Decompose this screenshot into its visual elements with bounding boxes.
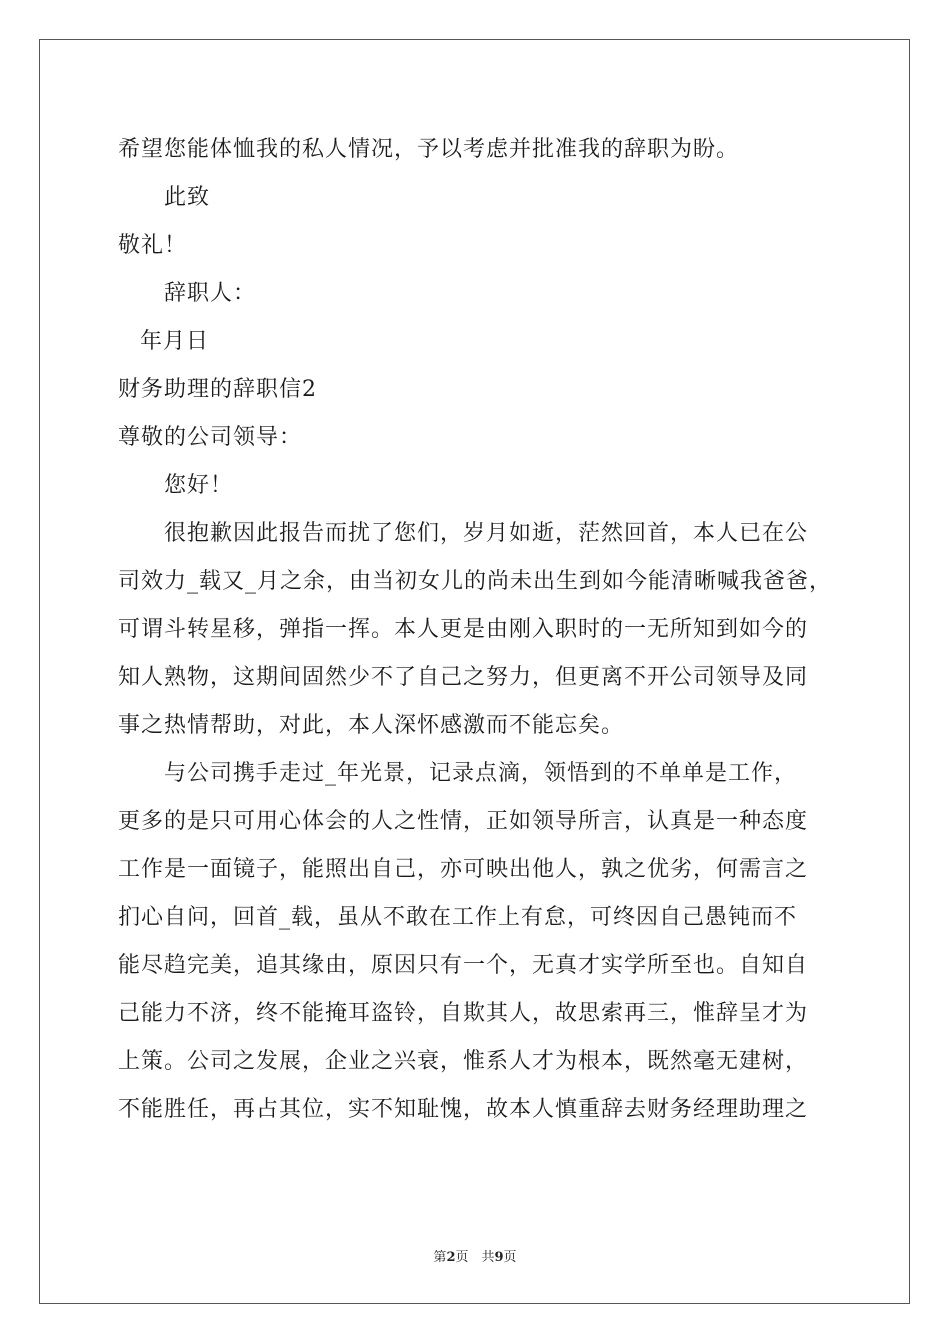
paragraph-line: 很抱歉因此报告而扰了您们，岁月如逝，茫然回首，本人已在公 — [164, 521, 809, 546]
paragraph-line: 可谓斗转星移，弹指一挥。本人更是由刚入职时的一无所知到如今的 — [118, 617, 809, 642]
current-page-number: 2 — [446, 1250, 456, 1265]
paragraph-line: 希望您能体恤我的私人情况，予以考虑并批准我的辞职为盼。 — [118, 137, 740, 162]
date-line: 年月日 — [140, 329, 210, 354]
paragraph-line: 更多的是只可用心体会的人之性情，正如领导所言，认真是一种态度 — [118, 809, 809, 834]
paragraph-line: 能尽趋完美，追其缘由，原因只有一个，无真才实学所至也。自知自 — [118, 953, 809, 978]
paragraph-line: 与公司携手走过_年光景，记录点滴，领悟到的不单单是工作， — [164, 761, 798, 786]
paragraph-line: 事之热情帮助，对此，本人深怀感激而不能忘矣。 — [118, 713, 625, 738]
page-number-footer — [0, 1246, 950, 1265]
section-title: 财务助理的辞职信2 — [118, 377, 317, 402]
document-body — [118, 126, 838, 1134]
greeting-line: 您好！ — [164, 473, 234, 498]
paragraph-line: 知人熟物，这期间固然少不了自己之努力，但更离不开公司领导及同 — [118, 665, 809, 690]
signature-label: 辞职人： — [164, 281, 257, 306]
recipient-line: 尊敬的公司领导： — [118, 425, 303, 450]
closing-line: 敬礼！ — [118, 233, 188, 258]
paragraph-line: 司效力_载又_月之余，由当初女儿的尚未出生到如今能清晰喊我爸爸， — [118, 569, 833, 594]
page-prefix: 第 — [433, 1250, 447, 1265]
paragraph-line: 己能力不济，终不能掩耳盗铃，自欺其人，故思索再三，惟辞呈才为 — [118, 1001, 809, 1026]
page-mid: 页 共 — [455, 1250, 495, 1265]
paragraph-line: 不能胜任，再占其位，实不知耻愧，故本人慎重辞去财务经理助理之 — [118, 1097, 809, 1122]
page-suffix: 页 — [503, 1250, 517, 1265]
paragraph-line: 扪心自问，回首_载，虽从不敢在工作上有怠，可终因自己愚钝而不 — [118, 905, 798, 930]
paragraph-line: 工作是一面镜子，能照出自己，亦可映出他人，孰之优劣，何需言之 — [118, 857, 809, 882]
paragraph-line: 上策。公司之发展，企业之兴衰，惟系人才为根本，既然毫无建树， — [118, 1049, 809, 1074]
salutation-line: 此致 — [164, 185, 211, 210]
total-page-number: 9 — [494, 1250, 504, 1265]
